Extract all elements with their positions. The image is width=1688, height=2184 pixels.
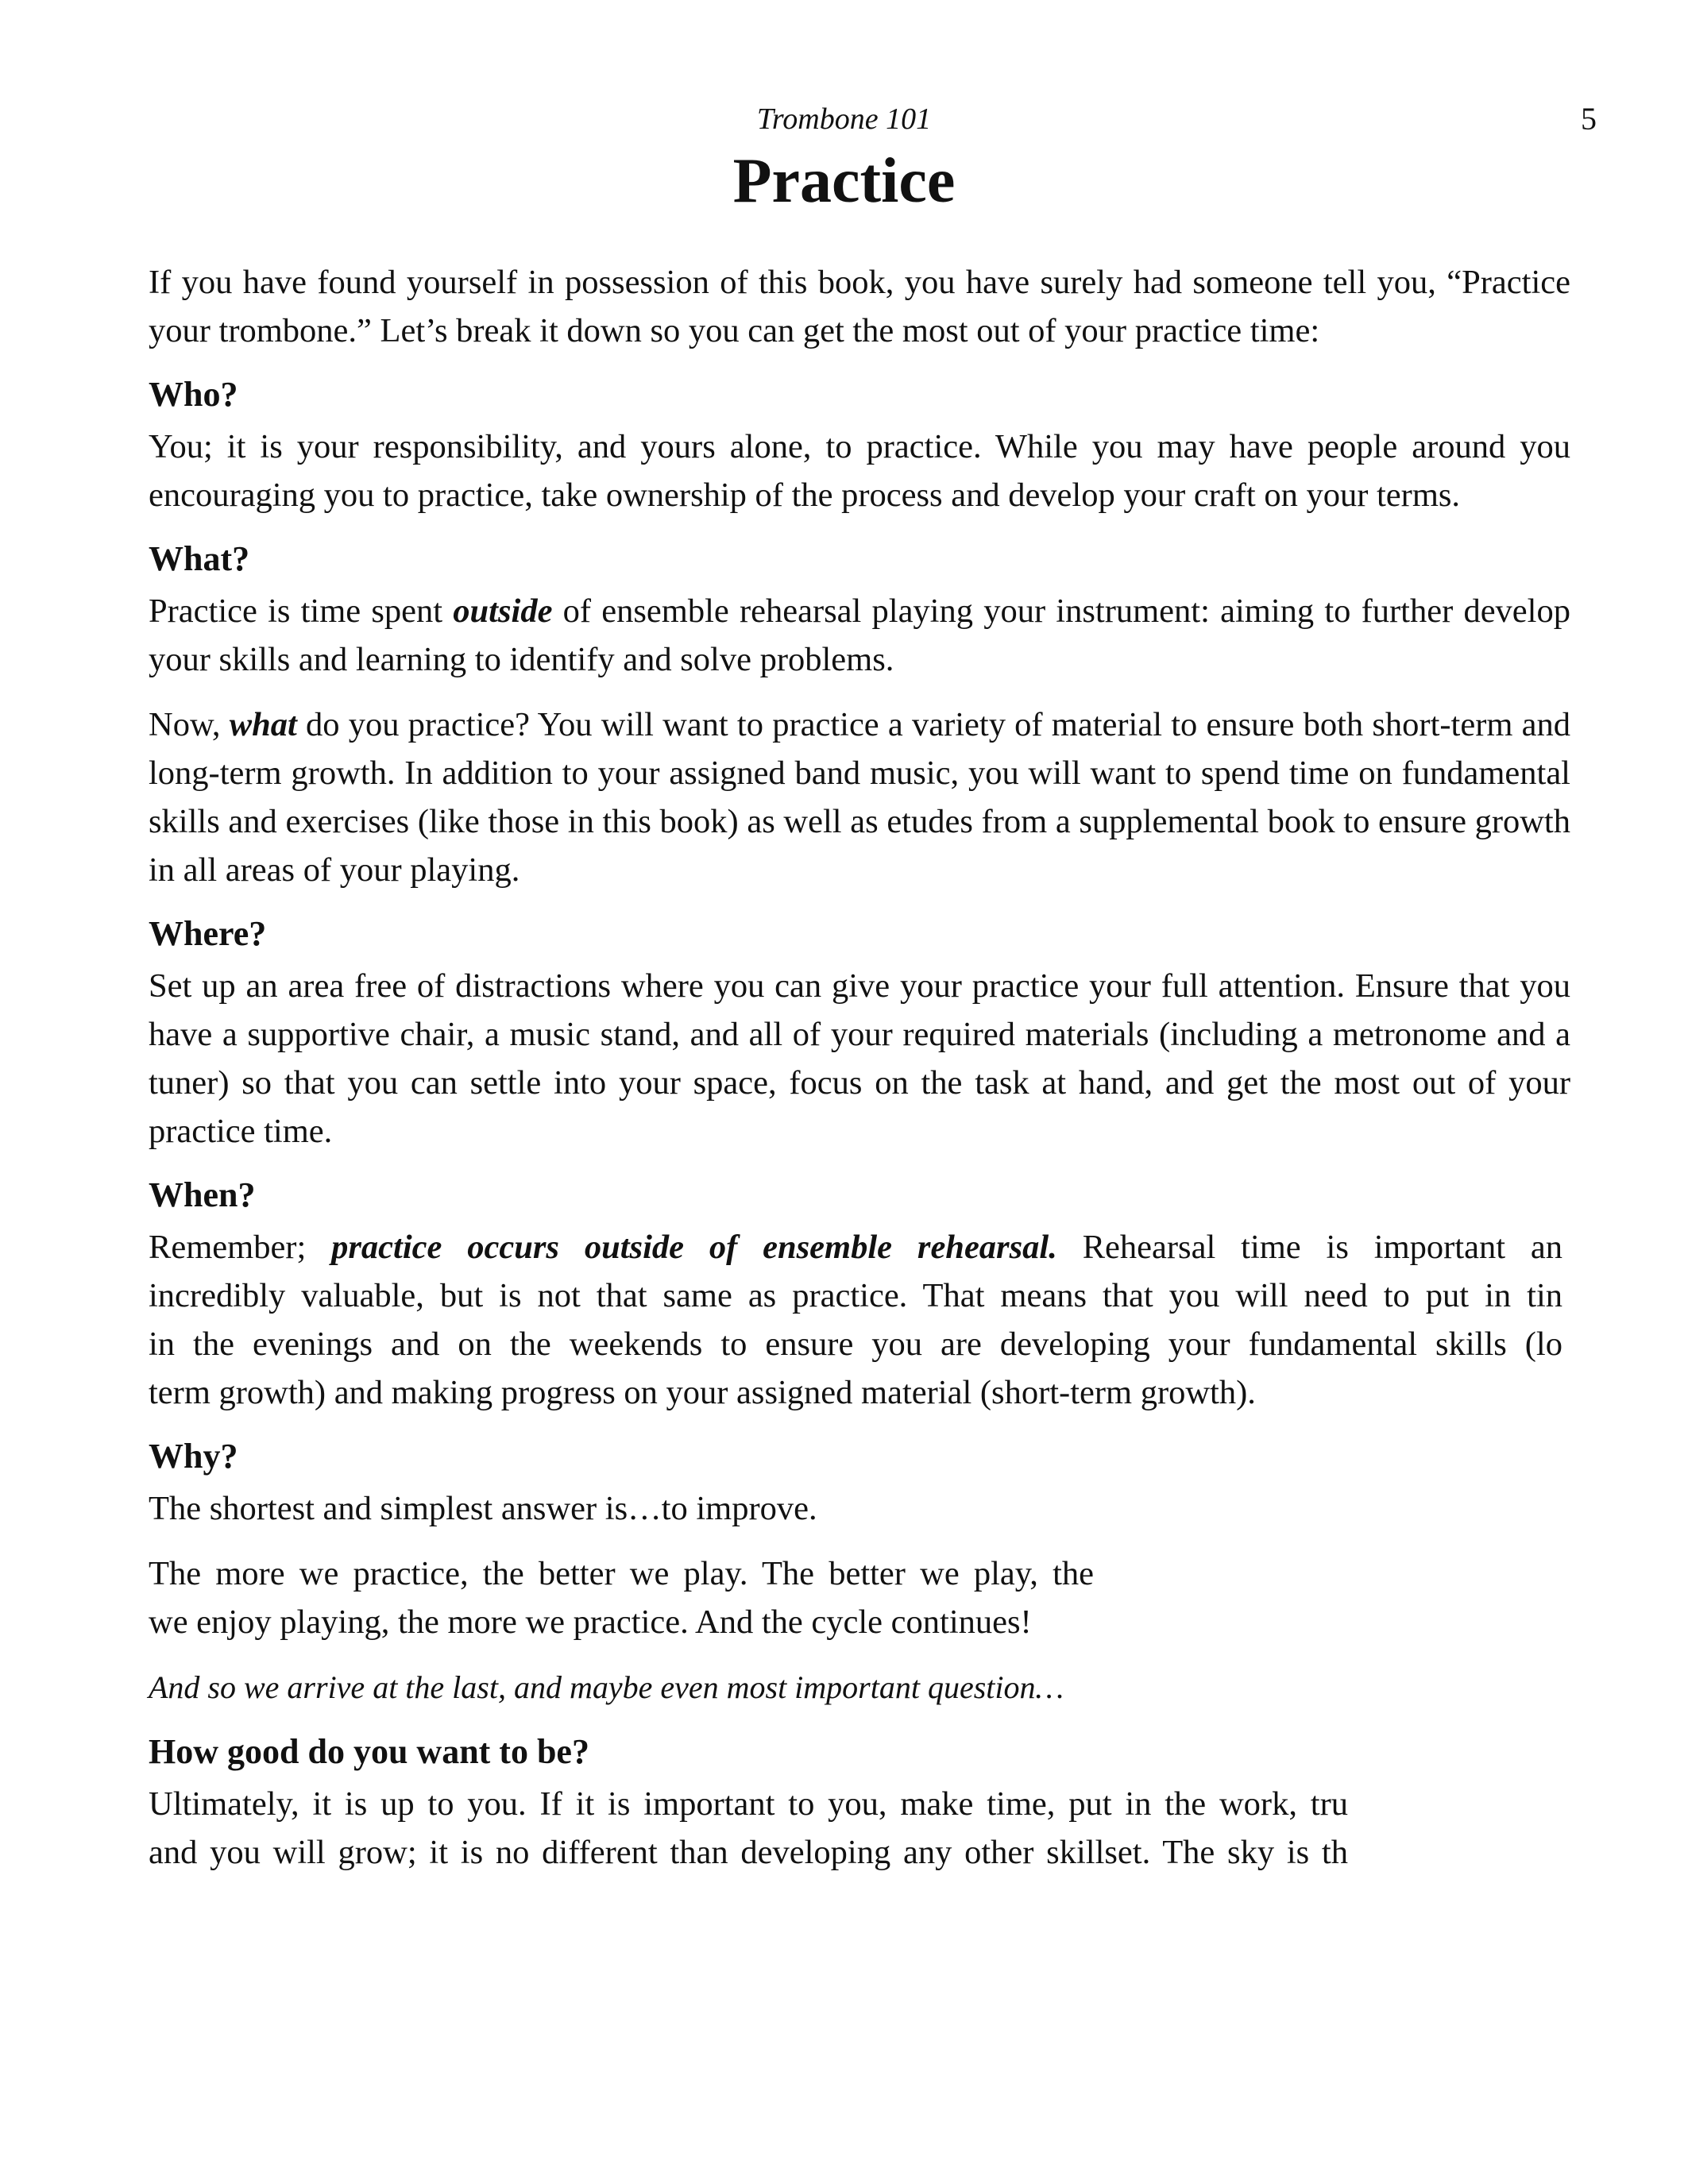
how-good-paragraph xyxy=(149,1780,1348,1877)
what-emphasis-outside: outside xyxy=(453,592,553,630)
when-line-4: term growth) and making progress on your assigned material (short-term growth). xyxy=(149,1374,1256,1411)
why-paragraph-2 xyxy=(149,1549,1094,1646)
page-title: Practice xyxy=(732,146,956,216)
what-paragraph-1 xyxy=(149,587,1570,684)
section-heading-why: Why? xyxy=(149,1437,238,1476)
what-paragraph-2 xyxy=(149,700,1570,894)
why-line-1: The more we practice, the better we play. The better we play, the xyxy=(149,1555,1094,1592)
why-line-2: we enjoy playing, the more we practice. And the cycle continues! xyxy=(149,1603,1032,1641)
what-text-2b: do you practice? You will want to practice a variety of material to ensure both short-term and long-term growth. In addition to your assigned band music, you will want to spend time on fundamental skills and exercises (like those in this book) as well as etudes from a supplemental book to ensure growth in all areas of your playing. xyxy=(149,706,1570,889)
when-line-2: incredibly valuable, but is not that same as practice. That means that you will need to put in tin xyxy=(149,1277,1562,1314)
intro-paragraph: If you have found yourself in possession of this book, you have surely had someone tell you, “Practice your trombone.” Let’s break it down so you can get the most out of your practice time: xyxy=(149,264,1570,349)
section-heading-what: What? xyxy=(149,539,250,578)
running-header-title: Trombone 101 xyxy=(756,102,932,136)
how-good-line-2: and you will grow; it is no different than developing any other skillset. The sky is th xyxy=(149,1834,1348,1871)
how-good-line-1: Ultimately, it is up to you. If it is important to you, make time, put in the work, tru xyxy=(149,1785,1348,1823)
when-text-1b: Rehearsal time is important an xyxy=(1056,1229,1562,1266)
when-line-3: in the evenings and on the weekends to ensure you are developing your fundamental skills (lo xyxy=(149,1325,1562,1363)
transition-line: And so we arrive at the last, and maybe even most important question… xyxy=(149,1669,1064,1705)
when-text-1a: Remember; xyxy=(149,1229,332,1266)
what-text-1b: of ensemble rehearsal playing your instrument: aiming to further develop your skills and learning to identify and solve problems. xyxy=(149,592,1570,678)
section-heading-when: When? xyxy=(149,1175,256,1214)
who-paragraph: You; it is your responsibility, and yours alone, to practice. While you may have people around you encouraging you to practice, take ownership of the process and develop your craft on your terms. xyxy=(149,428,1570,514)
section-heading-who: Who? xyxy=(149,375,238,414)
section-heading-how-good: How good do you want to be? xyxy=(149,1732,589,1771)
page-number: 5 xyxy=(1581,101,1597,137)
what-text-1a: Practice is time spent xyxy=(149,592,454,630)
section-heading-where: Where? xyxy=(149,914,267,953)
why-paragraph-1: The shortest and simplest answer is…to improve. xyxy=(149,1490,817,1527)
where-paragraph: Set up an area free of distractions where you can give your practice your full attention. Ensure that you have a supportive chair, a music stand, and all of your required materials (including a metronome and a tuner) so that you can settle into your space, focus on the task at hand, and get the most out of your practice time. xyxy=(149,967,1570,1150)
page-body xyxy=(149,258,1570,1877)
when-emphasis: practice occurs outside of ensemble rehearsal. xyxy=(331,1229,1057,1266)
when-paragraph xyxy=(149,1223,1562,1417)
when-line-1 xyxy=(149,1223,1562,1271)
what-emphasis-what: what xyxy=(229,706,297,743)
what-text-2a: Now, xyxy=(149,706,230,743)
